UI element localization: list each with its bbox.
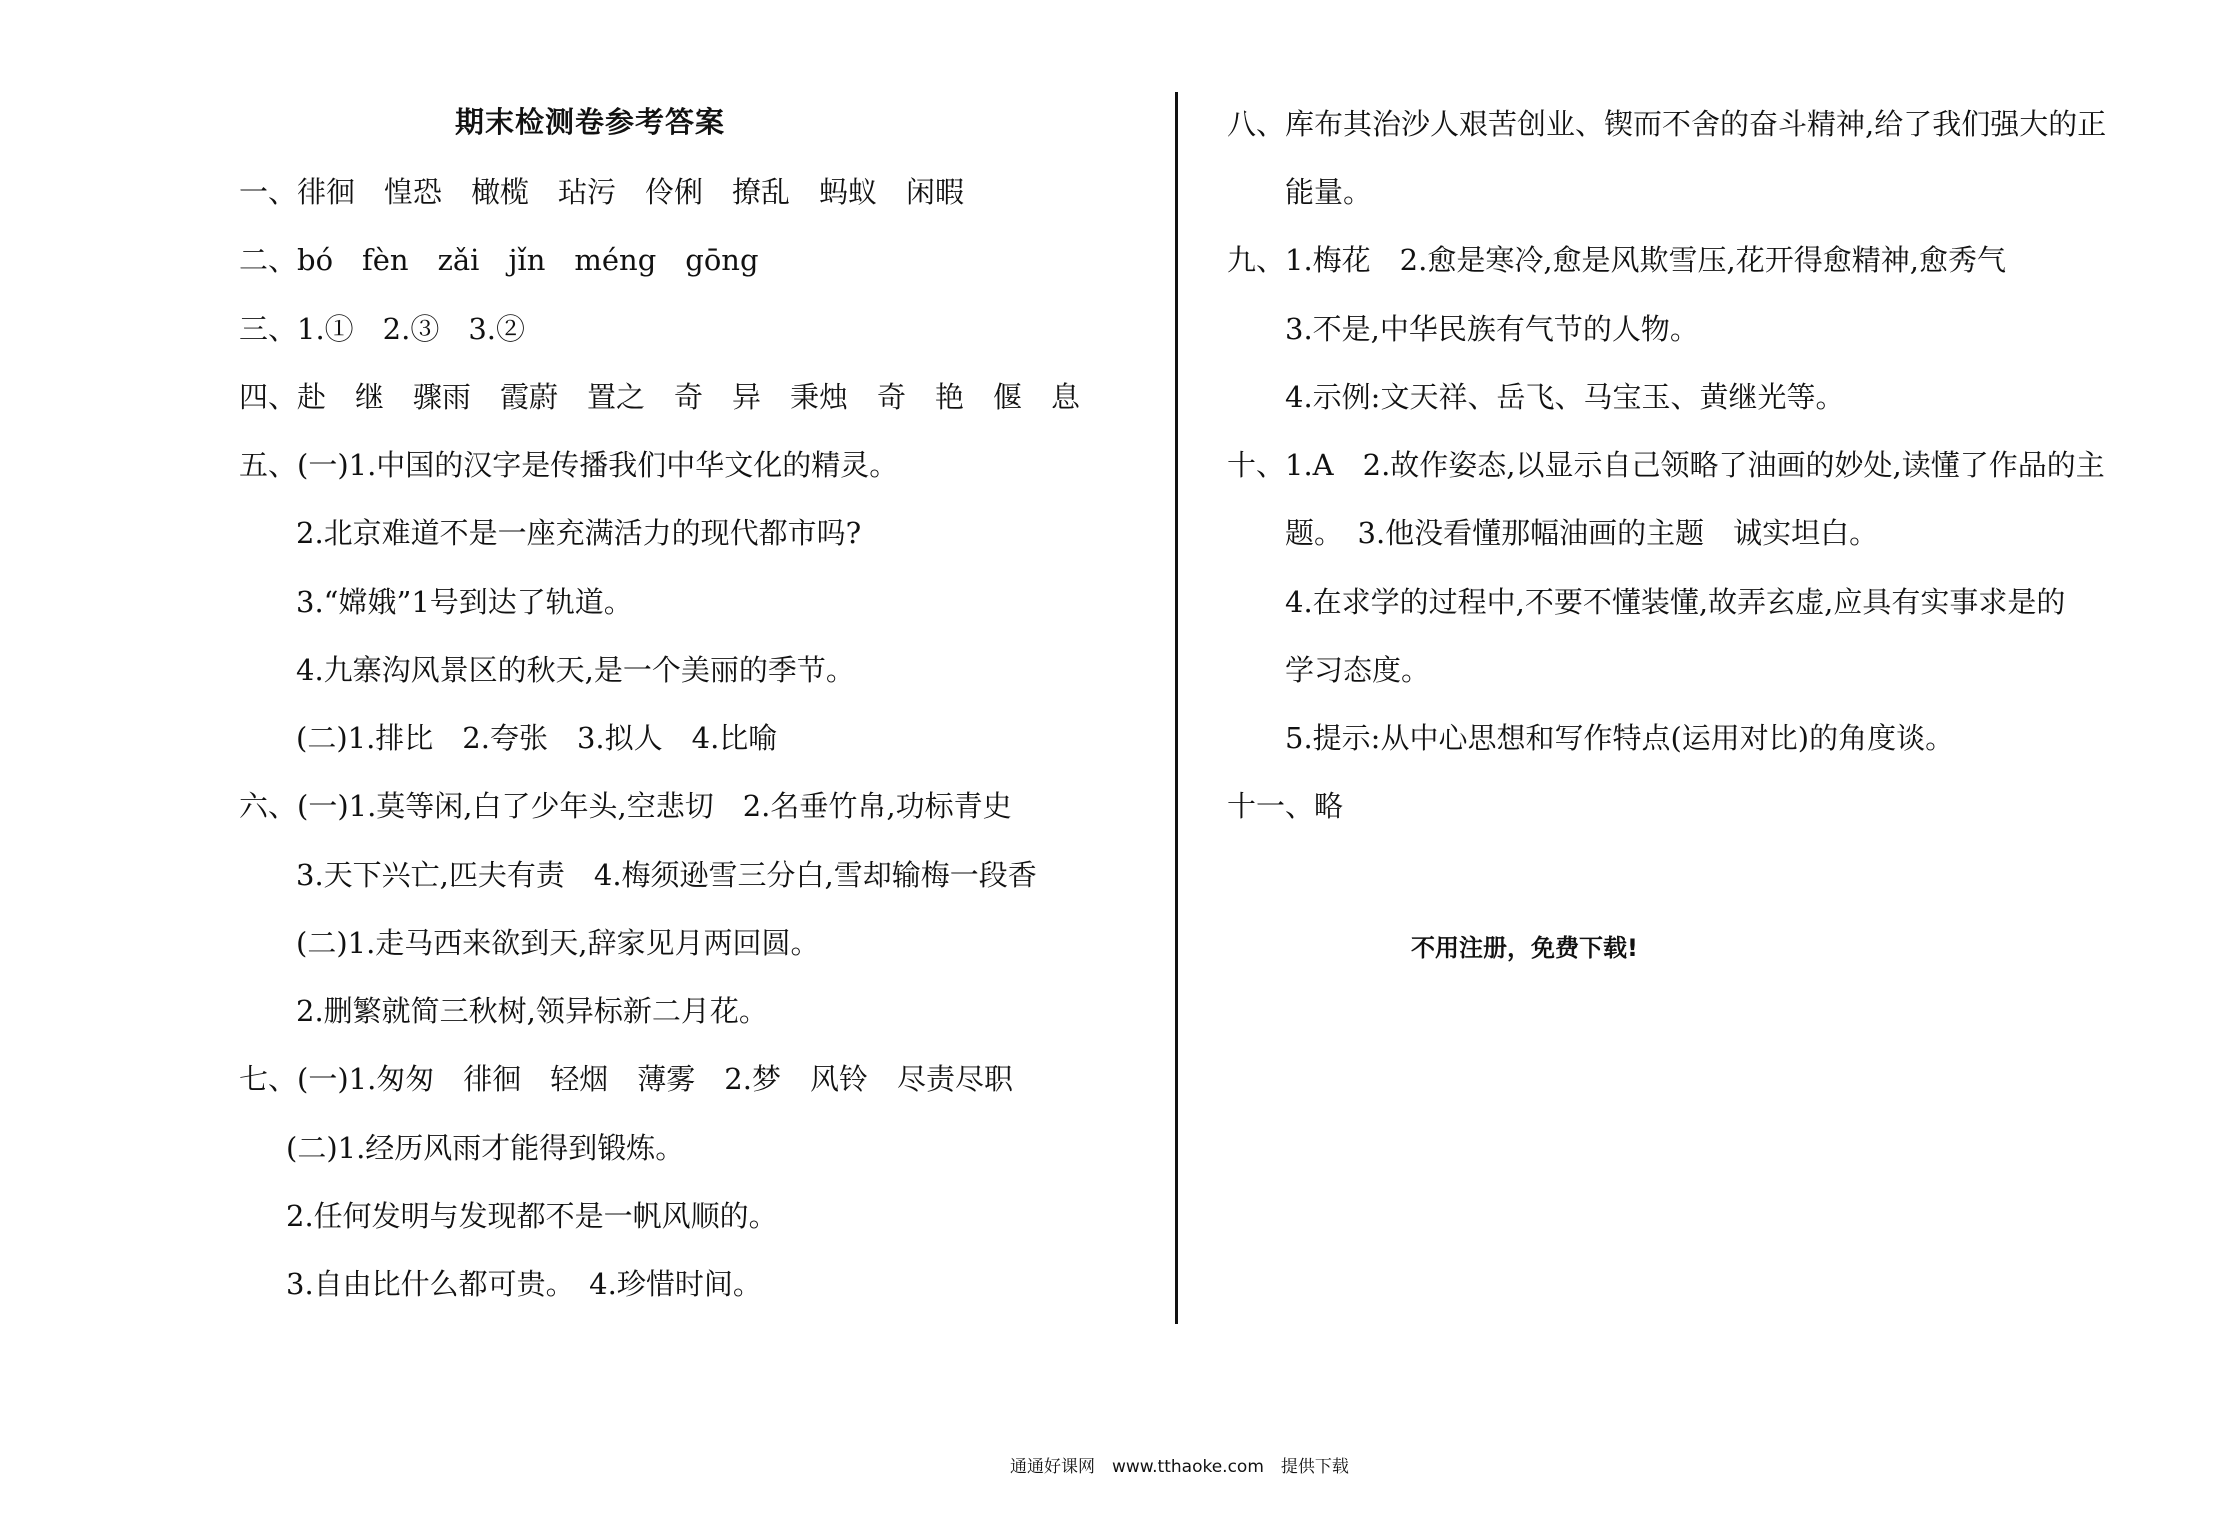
download-promo: 不用注册，免费下载!: [1411, 934, 1638, 962]
answer-line: 2.删繁就简三秋树,领异标新二月花。: [296, 994, 768, 1028]
answer-line: 3.天下兴亡,匹夫有责 4.梅须逊雪三分白,雪却输梅一段香: [296, 858, 1037, 892]
answer-line: 题。 3.他没看懂那幅油画的主题 诚实坦白。: [1285, 516, 1879, 550]
answer-line: 3.不是,中华民族有气节的人物。: [1285, 312, 1699, 346]
answer-line: 八、库布其治沙人艰苦创业、锲而不舍的奋斗精神,给了我们强大的正: [1227, 107, 2107, 141]
answer-line: (二)1.走马西来欲到天,辞家见月两回圆。: [296, 926, 820, 960]
answer-line: 九、1.梅花 2.愈是寒冷,愈是风欺雪压,花开得愈精神,愈秀气: [1227, 243, 2006, 277]
answer-line: 4.在求学的过程中,不要不懂装懂,故弄玄虚,应具有实事求是的: [1285, 585, 2066, 619]
answer-line: (二)1.经历风雨才能得到锻炼。: [286, 1131, 685, 1165]
answer-line: 六、(一)1.莫等闲,白了少年头,空悲切 2.名垂竹帛,功标青史: [239, 789, 1012, 823]
answer-line: 4.九寨沟风景区的秋天,是一个美丽的季节。: [296, 653, 855, 687]
answer-line: 十一、略: [1227, 789, 1344, 823]
answer-line: 七、(一)1.匆匆 徘徊 轻烟 薄雾 2.梦 风铃 尽责尽职: [239, 1062, 1013, 1096]
answer-line: 五、(一)1.中国的汉字是传播我们中华文化的精灵。: [239, 448, 899, 482]
answer-line: 2.任何发明与发现都不是一帆风顺的。: [286, 1199, 778, 1233]
answer-line: 4.示例:文天祥、岳飞、马宝玉、黄继光等。: [1285, 380, 1845, 414]
answer-line: 5.提示:从中心思想和写作特点(运用对比)的角度谈。: [1285, 721, 1955, 755]
answer-line: 二、bó fèn zǎi jǐn méng gōng: [239, 243, 759, 277]
answer-line: 四、赴 继 骤雨 霞蔚 置之 奇 异 秉烛 奇 艳 偃 息: [239, 380, 1081, 414]
answer-line: 一、徘徊 惶恐 橄榄 玷污 伶俐 撩乱 蚂蚁 闲暇: [239, 175, 965, 209]
page-footer: 通通好课网 www.tthaoke.com 提供下载: [1010, 1457, 1349, 1477]
column-divider: [1175, 92, 1178, 1324]
answer-line: 三、1.① 2.③ 3.②: [239, 312, 526, 346]
answer-line: 能量。: [1285, 175, 1373, 209]
page-title: 期末检测卷参考答案: [454, 105, 725, 139]
answer-line: 学习态度。: [1285, 653, 1431, 687]
answer-line: (二)1.排比 2.夸张 3.拟人 4.比喻: [296, 721, 778, 755]
answer-line: 十、1.A 2.故作姿态,以显示自己领略了油画的妙处,读懂了作品的主: [1227, 448, 2105, 482]
answer-line: 3.“嫦娥”1号到达了轨道。: [296, 585, 633, 619]
answer-line: 2.北京难道不是一座充满活力的现代都市吗?: [296, 516, 862, 550]
answer-line: 3.自由比什么都可贵。 4.珍惜时间。: [286, 1267, 762, 1301]
